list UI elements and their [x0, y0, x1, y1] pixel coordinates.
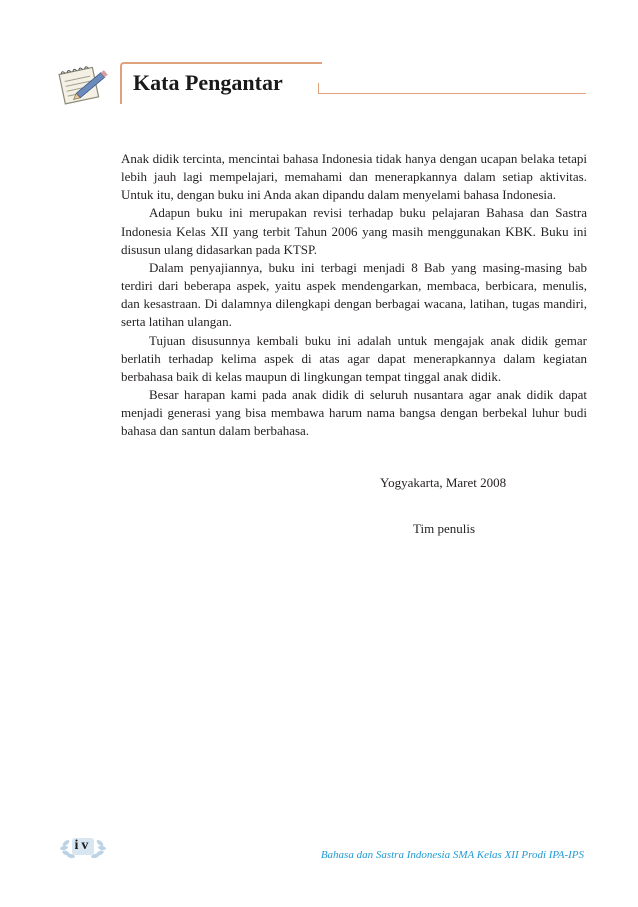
footer-book-title: Bahasa dan Sastra Indonesia SMA Kelas XII Prodi IPA-IPS	[320, 849, 584, 861]
page-number: iv	[74, 838, 92, 853]
paragraph-1: Anak didik tercinta, mencintai bahasa Indonesia tidak hanya dengan ucapan belaka tetapi lebih jauh lagi mempelajari, memahami dan menerapkannya dalam setiap aktivitas. Untuk itu, dengan buku ini Anda akan dipandu dalam menyelami bahasa Indonesia.	[121, 151, 587, 203]
page-title: Kata Pengantar	[133, 70, 283, 95]
title-rule-hook	[318, 83, 327, 93]
notepad-pencil-icon	[52, 62, 112, 108]
paragraph-5: Besar harapan kami pada anak didik di seluruh nusantara agar anak didik dapat menjadi generasi yang bisa membawa harum nama bangsa dengan berbekal luhur budi bahasa dan santun dalam berbahasa.	[121, 387, 587, 439]
place-date: Yogyakarta, Maret 2008	[380, 475, 507, 490]
paragraph-4: Tujuan disusunnya kembali buku ini adalah untuk mengajak anak didik gemar berlatih terhadap kelima aspek di atas agar dapat menerapkannya dalam kegiatan berbahasa baik di kelas maupun di lingkungan tempat tinggal anak didik.	[121, 332, 587, 384]
paragraph-2: Adapun buku ini merupakan revisi terhadap buku pelajaran Bahasa dan Sastra Indonesia Kelas XII yang terbit Tahun 2006 yang masih menggunakan KBK. Buku ini disusun ulang didasarkan pada KTSP.	[121, 205, 587, 257]
foreword-body	[121, 150, 587, 441]
paragraph-3: Dalam penyajiannya, buku ini terbagi menjadi 8 Bab yang masing-masing bab terdiri dari beberapa aspek, yaitu aspek mendengarkan, membaca, berbicara, menulis, dan kesastraan. Di dalamnya dilengkapi dengan berbagai wacana, latihan, tugas mandiri, serta latihan ulangan.	[121, 259, 587, 330]
title-rule	[318, 93, 586, 94]
signature: Tim penulis	[413, 521, 476, 536]
